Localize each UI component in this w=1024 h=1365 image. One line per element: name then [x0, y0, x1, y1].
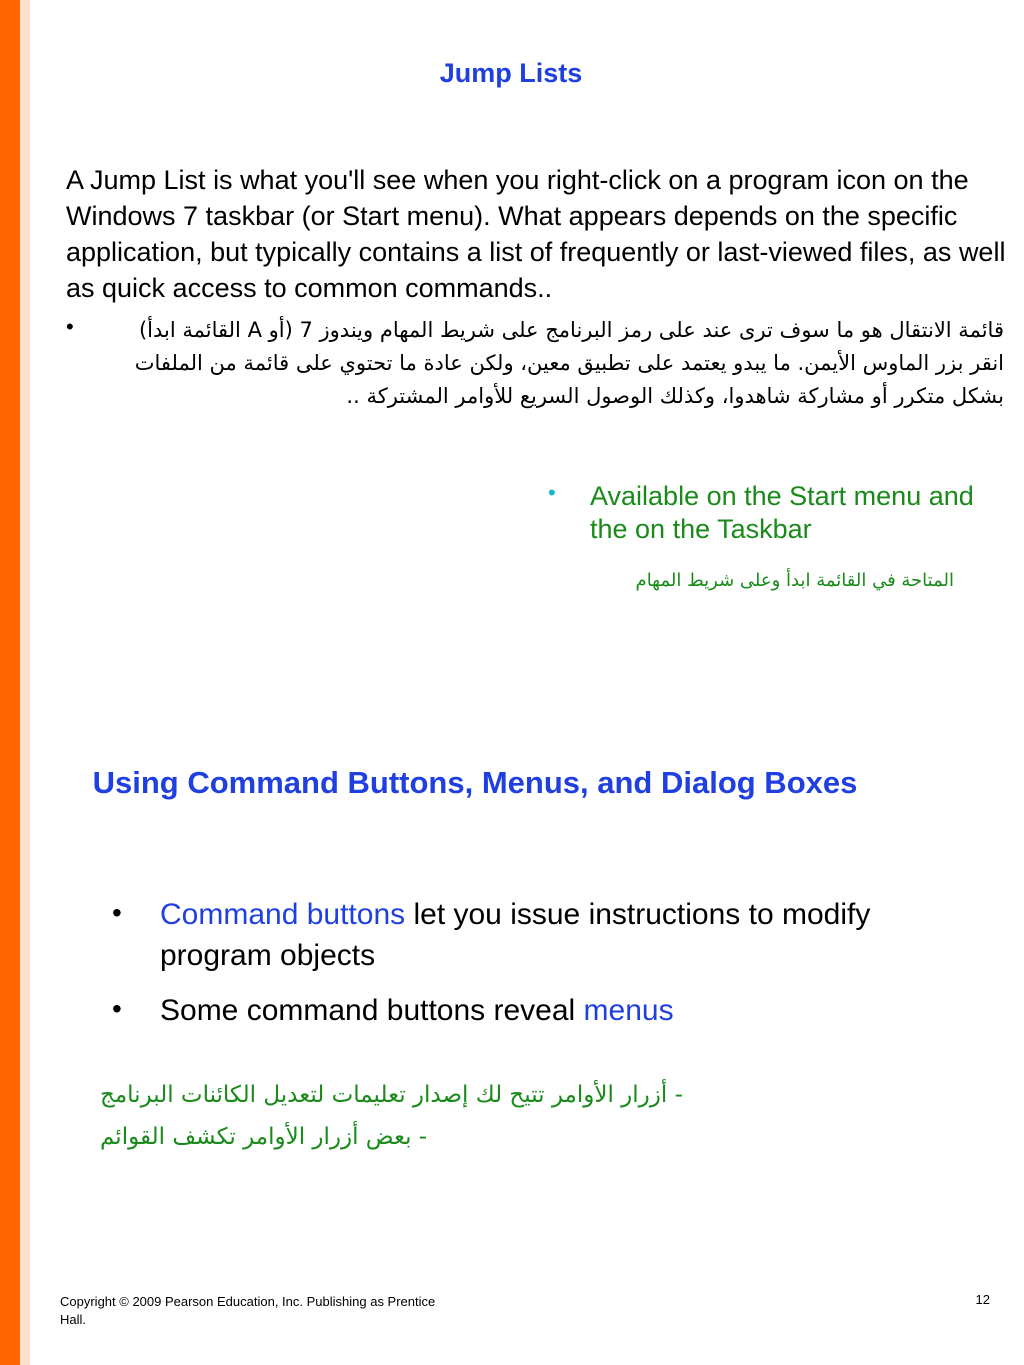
intro-paragraph: A Jump List is what you'll see when you right-click on a program icon on the Windows 7 taskbar (or Start menu). What appears depends on the specific application, but typically contains a list of frequently or last-viewed files, as well as quick access to common commands.. — [66, 165, 1006, 303]
arabic-bullet-marker: • — [66, 314, 74, 339]
command-bullet-2 — [160, 990, 920, 1031]
section-heading: Using Command Buttons, Menus, and Dialog Boxes — [92, 765, 858, 800]
command-bullet-marker-2: • — [112, 993, 122, 1024]
available-text: Available on the Start menu and the on the Taskbar — [590, 481, 974, 544]
arabic-note-2: - بعض أزرار الأوامر تكشف القوائم — [100, 1124, 428, 1150]
arabic-paragraph: قائمة الانتقال هو ما سوف ترى عند على رمز البرنامج على شريط المهام ويندوز 7 (أو A القائمة ابدأ) انقر بزر الماوس الأيمن. ما يبدو يعتمد على تطبيق معين، ولكن عادة ما تحتوي على قائمة من الملفات بشكل متكرر أو مشاركة شاهدوا، وكذلك الوصول السريع للأوامر المشتركة .. — [134, 318, 1004, 408]
available-bullet-marker: • — [548, 480, 556, 505]
copyright-notice: Copyright © 2009 Pearson Education, Inc. Publishing as Prentice Hall. — [60, 1294, 436, 1327]
page-number: 12 — [975, 1292, 990, 1307]
arabic-note-1: - أزرار الأوامر تتيح لك إصدار تعليمات لتعديل الكائنات البرنامج — [100, 1082, 683, 1108]
command-buttons-term: Command buttons — [160, 898, 406, 931]
available-arabic-text: المتاحة في القائمة ابدأ وعلى شريط المهام — [635, 570, 954, 591]
left-accent-bar-edge — [20, 0, 30, 1365]
command-bullet-1 — [160, 894, 920, 976]
command-bullet-1-rest: let you issue instructions to modify program objects — [160, 898, 871, 972]
menus-term: menus — [583, 994, 674, 1027]
command-bullet-2-lead: Some command buttons reveal — [160, 994, 584, 1027]
left-accent-bar — [0, 0, 20, 1365]
slide-title: Jump Lists — [439, 58, 583, 88]
command-bullet-marker-1: • — [112, 897, 122, 928]
